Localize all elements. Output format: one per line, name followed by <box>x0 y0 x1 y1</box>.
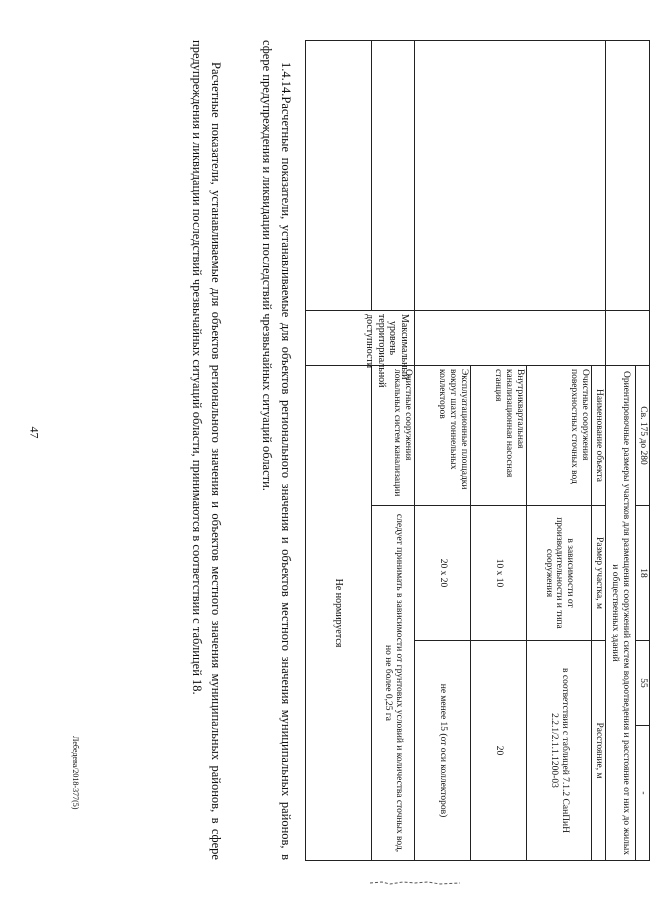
table-column-header: Размер участка, м <box>591 506 605 641</box>
table-cell-object-name: Внутриквартальная канализационная насосная станция <box>471 366 527 506</box>
table-cell-merged: следует принимать в зависимости от грунтовых условий и количества сточных вод, но не более 0,25 га <box>372 506 414 861</box>
table-cell-distance: в соответствии с таблицей 7.1.2 СанПиН 2.2.1/2.1.1.1200-03 <box>527 641 591 861</box>
table-blank-cell <box>414 311 605 366</box>
table-cell-distance: не менее 15 (от оси коллекторов) <box>414 641 470 861</box>
table-cell-size: 20 х 20 <box>414 506 470 641</box>
table-column-header: Наименование объекта <box>591 366 605 506</box>
table-cell-value: 18 <box>635 506 649 641</box>
table-cell-size: 10 х 10 <box>471 506 527 641</box>
table-blank-cell <box>372 41 414 311</box>
table-blank-cell <box>306 41 372 311</box>
table-blank-cell <box>414 41 605 311</box>
table-cell-range: Св. 175 до 280 <box>635 366 649 506</box>
document-code: Лебедева/2018-377(5) <box>71 736 80 810</box>
table-cell-object-name: Очистные сооружения поверхностных сточных вод <box>527 366 591 506</box>
table-blank-cell <box>605 311 649 366</box>
rotated-page-content <box>50 40 650 860</box>
table-cell-object-name: Эксплуатационные площадки вокруг шахт тоннельных коллекторов <box>414 366 470 506</box>
table-blank-cell <box>605 41 649 311</box>
paragraph-calculation-rules: Расчетные показатели, устанавливаемые для объектов регионального значения и объектов местного значения муниципальных районов, в сфере предупреждения и ликвидации последствий чрезвычайных ситуаций области, принимаются в соответствии с таблицей 18. <box>190 40 223 860</box>
scan-artifact-icon <box>370 880 460 886</box>
norms-table <box>305 40 650 861</box>
page-number: 47 <box>27 426 42 439</box>
paragraph-section-1-4-14: 1.4.14.Расчетные показатели, устанавливаемые для объектов регионального значения и объектов местного значения муниципальных районов, в сфере предупреждения и ликвидации последствий чрезвычайных ситуаций области. <box>260 40 293 860</box>
max-level-label: Максимальный уровень территориальной доступности <box>306 311 415 366</box>
table-cell-size: в зависимости от производительности и типа сооружения <box>527 506 591 641</box>
max-level-value: Не нормируется <box>306 366 372 861</box>
table-column-header: Расстояние, м <box>591 641 605 861</box>
table-section-header: Ориентировочные размеры участков для размещения сооружений систем водоотведения и расстояние от них до жилых и общественных зданий <box>605 366 635 861</box>
table-cell-value: 55 <box>635 641 649 726</box>
table-cell-object-name: Очистные сооружения локальных систем канализации <box>372 366 414 506</box>
table-cell-value: - <box>635 726 649 861</box>
table-cell-distance: 20 <box>471 641 527 861</box>
